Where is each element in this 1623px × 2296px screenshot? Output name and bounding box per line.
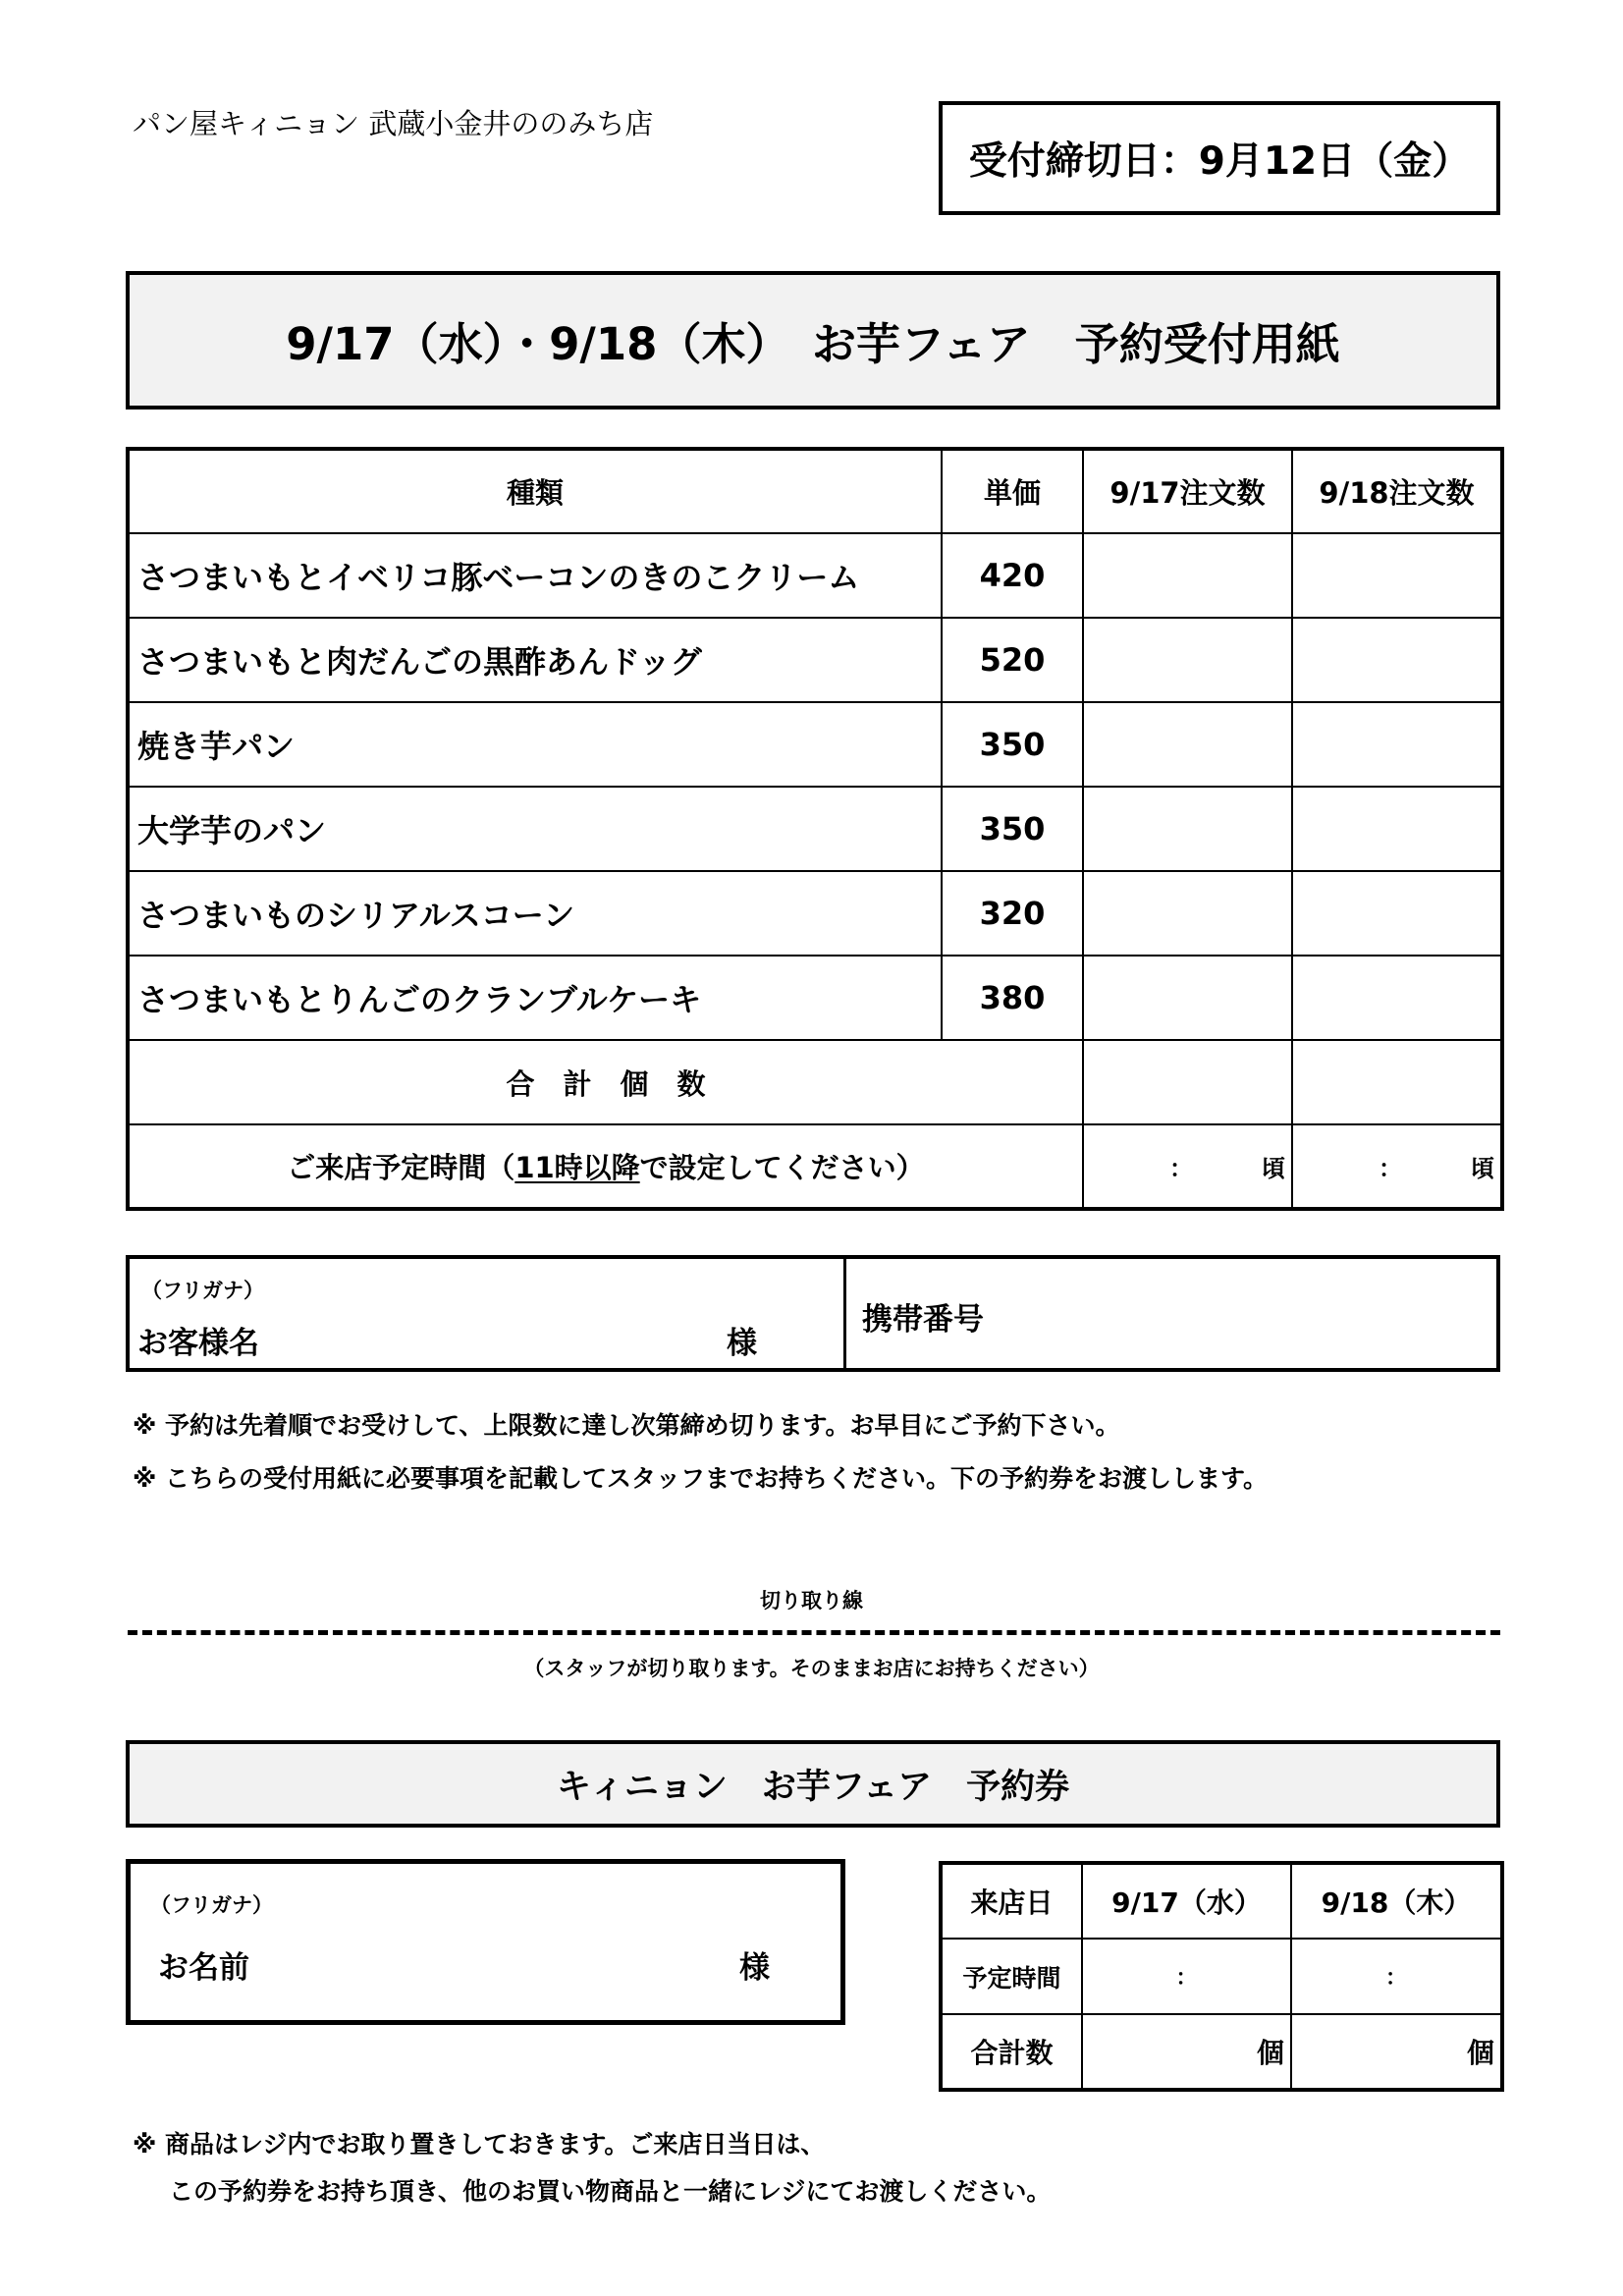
customer-name-label: お客様名 xyxy=(137,1326,259,1361)
total-0917-field[interactable] xyxy=(1083,1040,1292,1124)
day-0918: 9/18（木） xyxy=(1291,1863,1502,1939)
qty-0918-field[interactable] xyxy=(1292,618,1502,702)
deadline-text: 受付締切日：9月12日（金） xyxy=(968,139,1471,184)
customer-box xyxy=(126,1255,1500,1372)
table-row xyxy=(128,871,1502,956)
count-unit: 個 xyxy=(1466,2037,1494,2069)
visit-time-label-pre: ご来店予定時間（ xyxy=(287,1151,515,1184)
item-price: 350 xyxy=(942,702,1083,787)
qty-0917-field[interactable] xyxy=(1083,618,1292,702)
honorific: 様 xyxy=(727,1326,757,1361)
ticket-title: キィニョン お芋フェア 予約券 xyxy=(556,1767,1070,1807)
item-name: 大学芋のパン xyxy=(128,787,942,871)
visit-time-label-post: で設定してください） xyxy=(639,1151,925,1184)
item-name: さつまいもと肉だんごの黒酢あんドッグ xyxy=(128,618,942,702)
qty-0918-field[interactable] xyxy=(1292,787,1502,871)
qty-0917-field[interactable] xyxy=(1083,787,1292,871)
total-0918-field[interactable] xyxy=(1292,1040,1502,1124)
ticket-title-box xyxy=(126,1740,1500,1828)
qty-0918-field[interactable] xyxy=(1292,533,1502,618)
qty-0918-field[interactable] xyxy=(1292,956,1502,1040)
ticket-day-row xyxy=(941,1863,1502,1939)
qty-0917-field[interactable] xyxy=(1083,956,1292,1040)
visit-time-label-underlined: 11時以降 xyxy=(514,1151,640,1184)
time-suffix: 頃 xyxy=(1471,1155,1494,1182)
note-2: ※ こちらの受付用紙に必要事項を記載してスタッフまでお持ちください。下の予約券をお渡しします。 xyxy=(133,1464,1269,1493)
visit-time-0917-field[interactable] xyxy=(1083,1124,1292,1209)
furigana-label: （フリガナ） xyxy=(141,1279,264,1302)
header-qty-0917: 9/17注文数 xyxy=(1083,449,1292,533)
header-qty-0918: 9/18注文数 xyxy=(1292,449,1502,533)
deadline-box xyxy=(939,101,1500,215)
visit-time-row xyxy=(128,1124,1502,1209)
planned-time-0917-field[interactable] xyxy=(1082,1939,1291,2014)
planned-time-label: 予定時間 xyxy=(941,1939,1082,2014)
time-colon: ： xyxy=(1169,1155,1193,1182)
qty-0917-field[interactable] xyxy=(1083,702,1292,787)
ticket-name-label: お名前 xyxy=(158,1950,249,1986)
item-price: 520 xyxy=(942,618,1083,702)
bottom-note-1: ※ 商品はレジ内でお取り置きしておきます。ご来店日当日は、 xyxy=(133,2130,826,2159)
count-unit: 個 xyxy=(1256,2037,1284,2069)
order-table-header-row xyxy=(128,449,1502,533)
honorific: 様 xyxy=(739,1950,770,1986)
table-row xyxy=(128,618,1502,702)
ticket-table xyxy=(939,1861,1504,2092)
note-1: ※ 予約は先着順でお受けして、上限数に達し次第締め切ります。お早目にご予約下さい。 xyxy=(133,1411,1120,1440)
qty-0918-field[interactable] xyxy=(1292,871,1502,956)
day-0917: 9/17（水） xyxy=(1082,1863,1291,1939)
visit-time-0918-field[interactable] xyxy=(1292,1124,1502,1209)
item-price: 320 xyxy=(942,871,1083,956)
cut-line xyxy=(128,1630,1500,1635)
customer-name-field[interactable] xyxy=(130,1259,846,1368)
item-price: 380 xyxy=(942,956,1083,1040)
cut-line-label: 切り取り線 xyxy=(760,1589,863,1613)
item-price: 350 xyxy=(942,787,1083,871)
item-name: さつまいものシリアルスコーン xyxy=(128,871,942,956)
qty-0918-field[interactable] xyxy=(1292,702,1502,787)
total-row xyxy=(128,1040,1502,1124)
visit-time-label xyxy=(128,1124,1083,1209)
phone-label: 携帯番号 xyxy=(862,1302,984,1338)
count-0917-field[interactable] xyxy=(1082,2014,1291,2090)
cut-instruction: （スタッフが切り取ります。そのままお店にお持ちください） xyxy=(523,1657,1100,1680)
qty-0917-field[interactable] xyxy=(1083,533,1292,618)
table-row xyxy=(128,956,1502,1040)
qty-0917-field[interactable] xyxy=(1083,871,1292,956)
time-suffix: 頃 xyxy=(1262,1155,1285,1182)
shop-name: パン屋キィニョン 武蔵小金井ののみち店 xyxy=(133,107,654,140)
item-price: 420 xyxy=(942,533,1083,618)
table-row xyxy=(128,787,1502,871)
ticket-count-row xyxy=(941,2014,1502,2090)
visit-day-label: 来店日 xyxy=(941,1863,1082,1939)
furigana-label: （フリガナ） xyxy=(150,1893,273,1917)
item-name: 焼き芋パン xyxy=(128,702,942,787)
time-colon: ： xyxy=(1379,1155,1402,1182)
table-row xyxy=(128,533,1502,618)
form-title: 9/17（水）・9/18（木） お芋フェア 予約受付用紙 xyxy=(286,318,1340,370)
item-name: さつまいもとりんごのクランブルケーキ xyxy=(128,956,942,1040)
form-title-box xyxy=(126,271,1500,410)
bottom-note-2: この予約券をお持ち頂き、他のお買い物商品と一緒にレジにてお渡しください。 xyxy=(169,2177,1052,2206)
count-0918-field[interactable] xyxy=(1291,2014,1502,2090)
total-count-label: 合計数 xyxy=(941,2014,1082,2090)
time-colon: ： xyxy=(1175,1966,1198,1991)
ticket-name-field[interactable] xyxy=(126,1859,845,2025)
header-price: 単価 xyxy=(942,449,1083,533)
time-colon: ： xyxy=(1384,1966,1407,1991)
order-table xyxy=(126,447,1504,1211)
header-type: 種類 xyxy=(128,449,942,533)
total-label: 合 計 個 数 xyxy=(128,1040,1083,1124)
phone-field[interactable] xyxy=(846,1259,1496,1368)
planned-time-0918-field[interactable] xyxy=(1291,1939,1502,2014)
ticket-time-row xyxy=(941,1939,1502,2014)
table-row xyxy=(128,702,1502,787)
item-name: さつまいもとイベリコ豚ベーコンのきのこクリーム xyxy=(128,533,942,618)
